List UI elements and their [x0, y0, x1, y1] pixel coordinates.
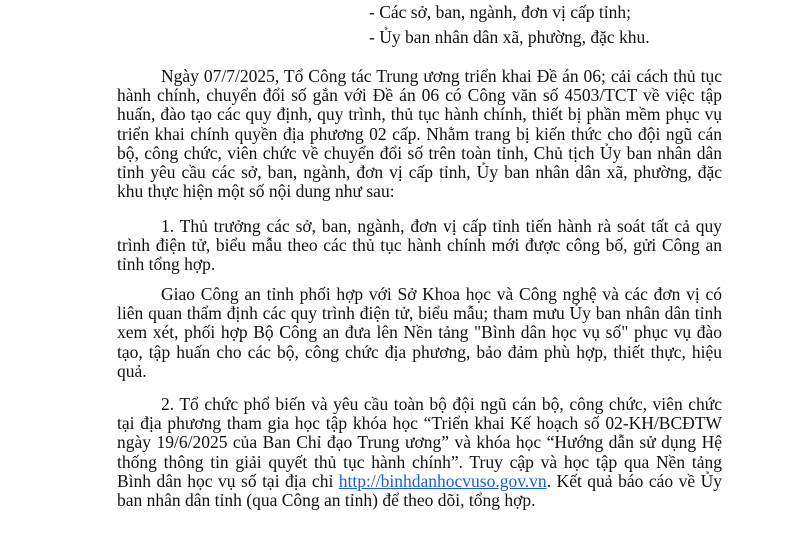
intro-paragraph	[117, 67, 722, 201]
recipient-line-2: - Ủy ban nhân dân xã, phường, đặc khu.	[369, 27, 650, 47]
item-2-paragraph	[117, 395, 722, 510]
platform-link[interactable]: http://binhdanhocvuso.gov.vn	[338, 470, 547, 491]
item-1-text: 1. Thủ trưởng các sở, ban, ngành, đơn vị cấp tỉnh tiến hành rà soát tất cả quy trình điện tử, biểu mẫu theo các thủ tục hành chính mới được công bố, gửi Công an tỉnh tổng hợp.	[117, 216, 722, 275]
item-1-paragraph	[117, 217, 722, 275]
item-1-extra-paragraph	[117, 285, 722, 381]
item-2-text: 2. Tổ chức phổ biến và yêu cầu toàn bộ đội ngũ cán bộ, công chức, viên chức tại địa phương tham gia học tập khóa học “Triển khai Kế hoạch số 02-KH/BCĐTW ngày 19/6/2025 của Ban Chỉ đạo Trung ương” và khóa học “Hướng dẫn sử dụng Hệ thống thông tin giải quyết thủ tục hành chính”. Truy cập và học tập qua Nền tảng Bình dân học vụ số tại địa chỉ	[117, 394, 722, 491]
recipient-line-1: - Các sở, ban, ngành, đơn vị cấp tỉnh;	[369, 2, 631, 22]
item-2-text-end: . Kết quả báo cáo về Ủy ban nhân dân tỉnh (qua Công an tỉnh) để theo dõi, tổng hợp.	[117, 470, 722, 511]
intro-text: Ngày 07/7/2025, Tổ Công tác Trung ương triển khai Đề án 06; cải cách thủ tục hành chính, chuyển đổi số gắn với Đề án 06 có Công văn số 4503/TCT về việc tập huấn, đào tạo các quy định, quy trình, thủ tục hành chính, thiết bị phần mềm phục vụ triển khai chính quyền địa phương 02 cấp. Nhằm trang bị kiến thức cho đội ngũ cán bộ, công chức, viên chức về chuyển đổi số trên toàn tỉnh, Chủ tịch Ủy ban nhân dân tỉnh yêu cầu các sở, ban, ngành, đơn vị cấp tỉnh, Ủy ban nhân dân xã, phường, đặc khu thực hiện một số nội dung như sau:	[117, 66, 722, 202]
item-1-extra-text: Giao Công an tỉnh phối hợp với Sở Khoa học và Công nghệ và các đơn vị có liên quan thẩm định các quy trình điện tử, biểu mẫu; tham mưu Ủy ban nhân dân tỉnh xem xét, phối hợp Bộ Công an đưa lên Nền tảng "Bình dân học vụ số" phục vụ đào tạo, tập huấn cho các bộ, công chức địa phương, bảo đảm phù hợp, thiết thực, hiệu quả.	[117, 284, 722, 381]
